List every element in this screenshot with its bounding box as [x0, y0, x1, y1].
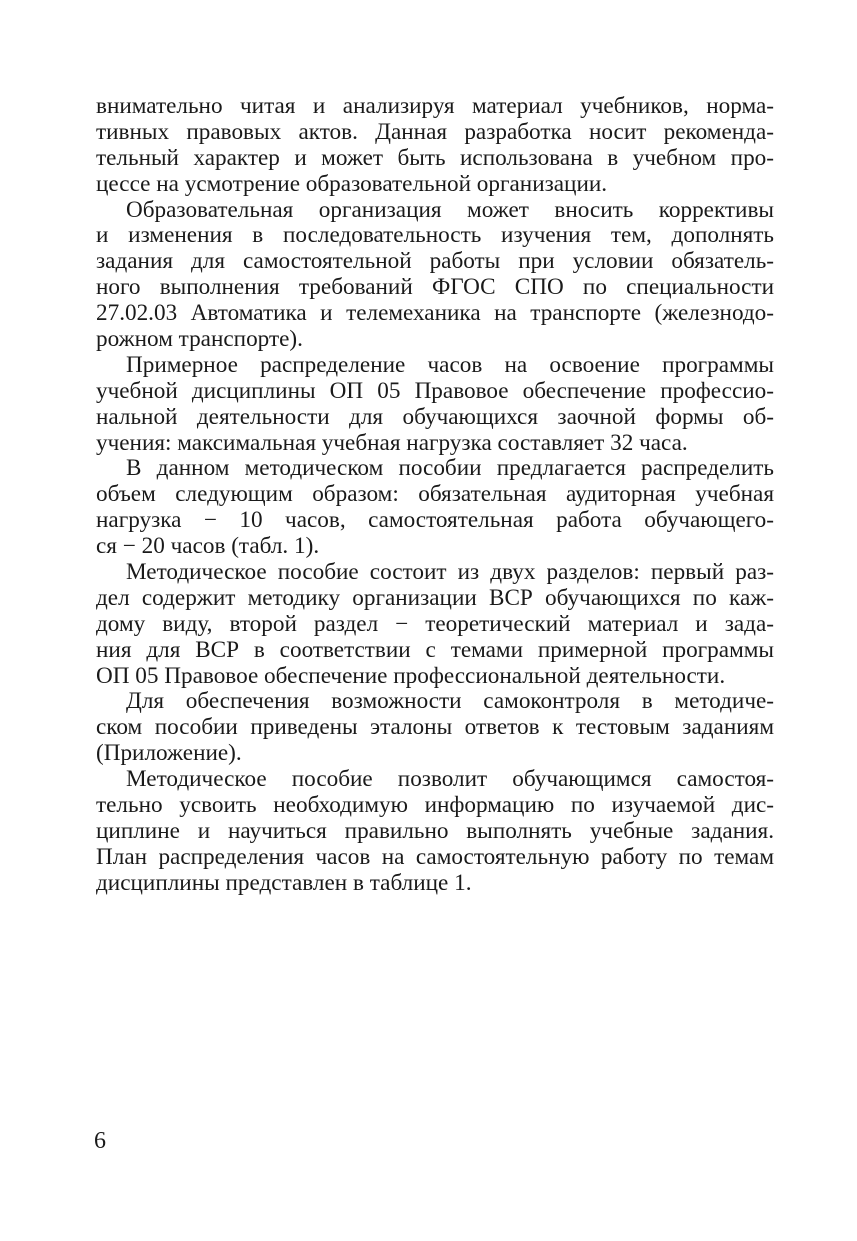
text-line: 27.02.03 Автоматика и телемеханика на транспорте (железнодо- — [96, 300, 774, 327]
text-line: В данном методическом пособии предлагается распределить — [126, 455, 774, 482]
text-line: ОП 05 Правовое обеспечение профессиональной деятельности. — [96, 662, 726, 689]
paragraph — [96, 689, 774, 767]
page-number: 6 — [94, 1128, 106, 1154]
text-line: ния для ВСР в соответствии с темами примерной программы — [96, 636, 774, 663]
text-line: учебной дисциплины ОП 05 Правовое обеспечение профессио- — [96, 377, 774, 404]
paragraph — [96, 767, 774, 896]
paragraph — [96, 198, 774, 353]
text-line: Примерное распределение часов на освоение программы — [126, 351, 774, 378]
text-line: учения: максимальная учебная нагрузка составляет 32 часа. — [96, 429, 688, 456]
text-line: План распределения часов на самостоятельную работу по темам — [96, 843, 774, 870]
text-line: цессе на усмотрение образовательной организации. — [96, 170, 608, 197]
text-line: нальной деятельности для обучающихся заочной формы об- — [96, 403, 774, 430]
text-line: внимательно читая и анализируя материал учебников, норма- — [96, 93, 774, 119]
text-line: Образовательная организация может вносить коррективы — [126, 196, 774, 223]
text-line: Методическое пособие позволит обучающимся самостоя- — [126, 766, 774, 793]
text-line: (Приложение). — [96, 740, 242, 767]
text-line: Методическое пособие состоит из двух разделов: первый раз- — [126, 559, 774, 586]
text-line: объем следующим образом: обязательная аудиторная учебная — [96, 481, 774, 508]
text-line: циплине и научиться правильно выполнять учебные задания. — [96, 817, 774, 844]
paragraph — [96, 560, 774, 689]
paragraph — [96, 456, 774, 560]
text-line: нагрузка − 10 часов, самостоятельная работа обучающего- — [96, 507, 774, 534]
text-line: ся − 20 часов (табл. 1). — [96, 533, 320, 560]
paragraph — [96, 353, 774, 457]
text-line: и изменения в последовательность изучения тем, дополнять — [96, 222, 774, 249]
text-line: тельно усвоить необходимую информацию по изучаемой дис- — [96, 792, 774, 819]
text-line: дел содержит методику организации ВСР обучающихся по каж- — [96, 584, 774, 611]
text-line: дому виду, второй раздел − теоретический материал и зада- — [96, 610, 774, 637]
text-line: Для обеспечения возможности самоконтроля в методиче- — [126, 688, 774, 715]
text-line: ного выполнения требований ФГОС СПО по специальности — [96, 274, 774, 301]
text-line: рожном транспорте). — [96, 326, 303, 353]
text-line: тельный характер и может быть использована в учебном про- — [96, 144, 774, 171]
text-line: дисциплины представлен в таблице 1. — [96, 869, 472, 896]
text-line: тивных правовых актов. Данная разработка носит рекоменда- — [96, 118, 774, 145]
text-line: ском пособии приведены эталоны ответов к тестовым заданиям — [96, 714, 774, 741]
page-body — [96, 94, 774, 897]
paragraph — [96, 94, 774, 198]
text-line: задания для самостоятельной работы при условии обязатель- — [96, 248, 774, 275]
